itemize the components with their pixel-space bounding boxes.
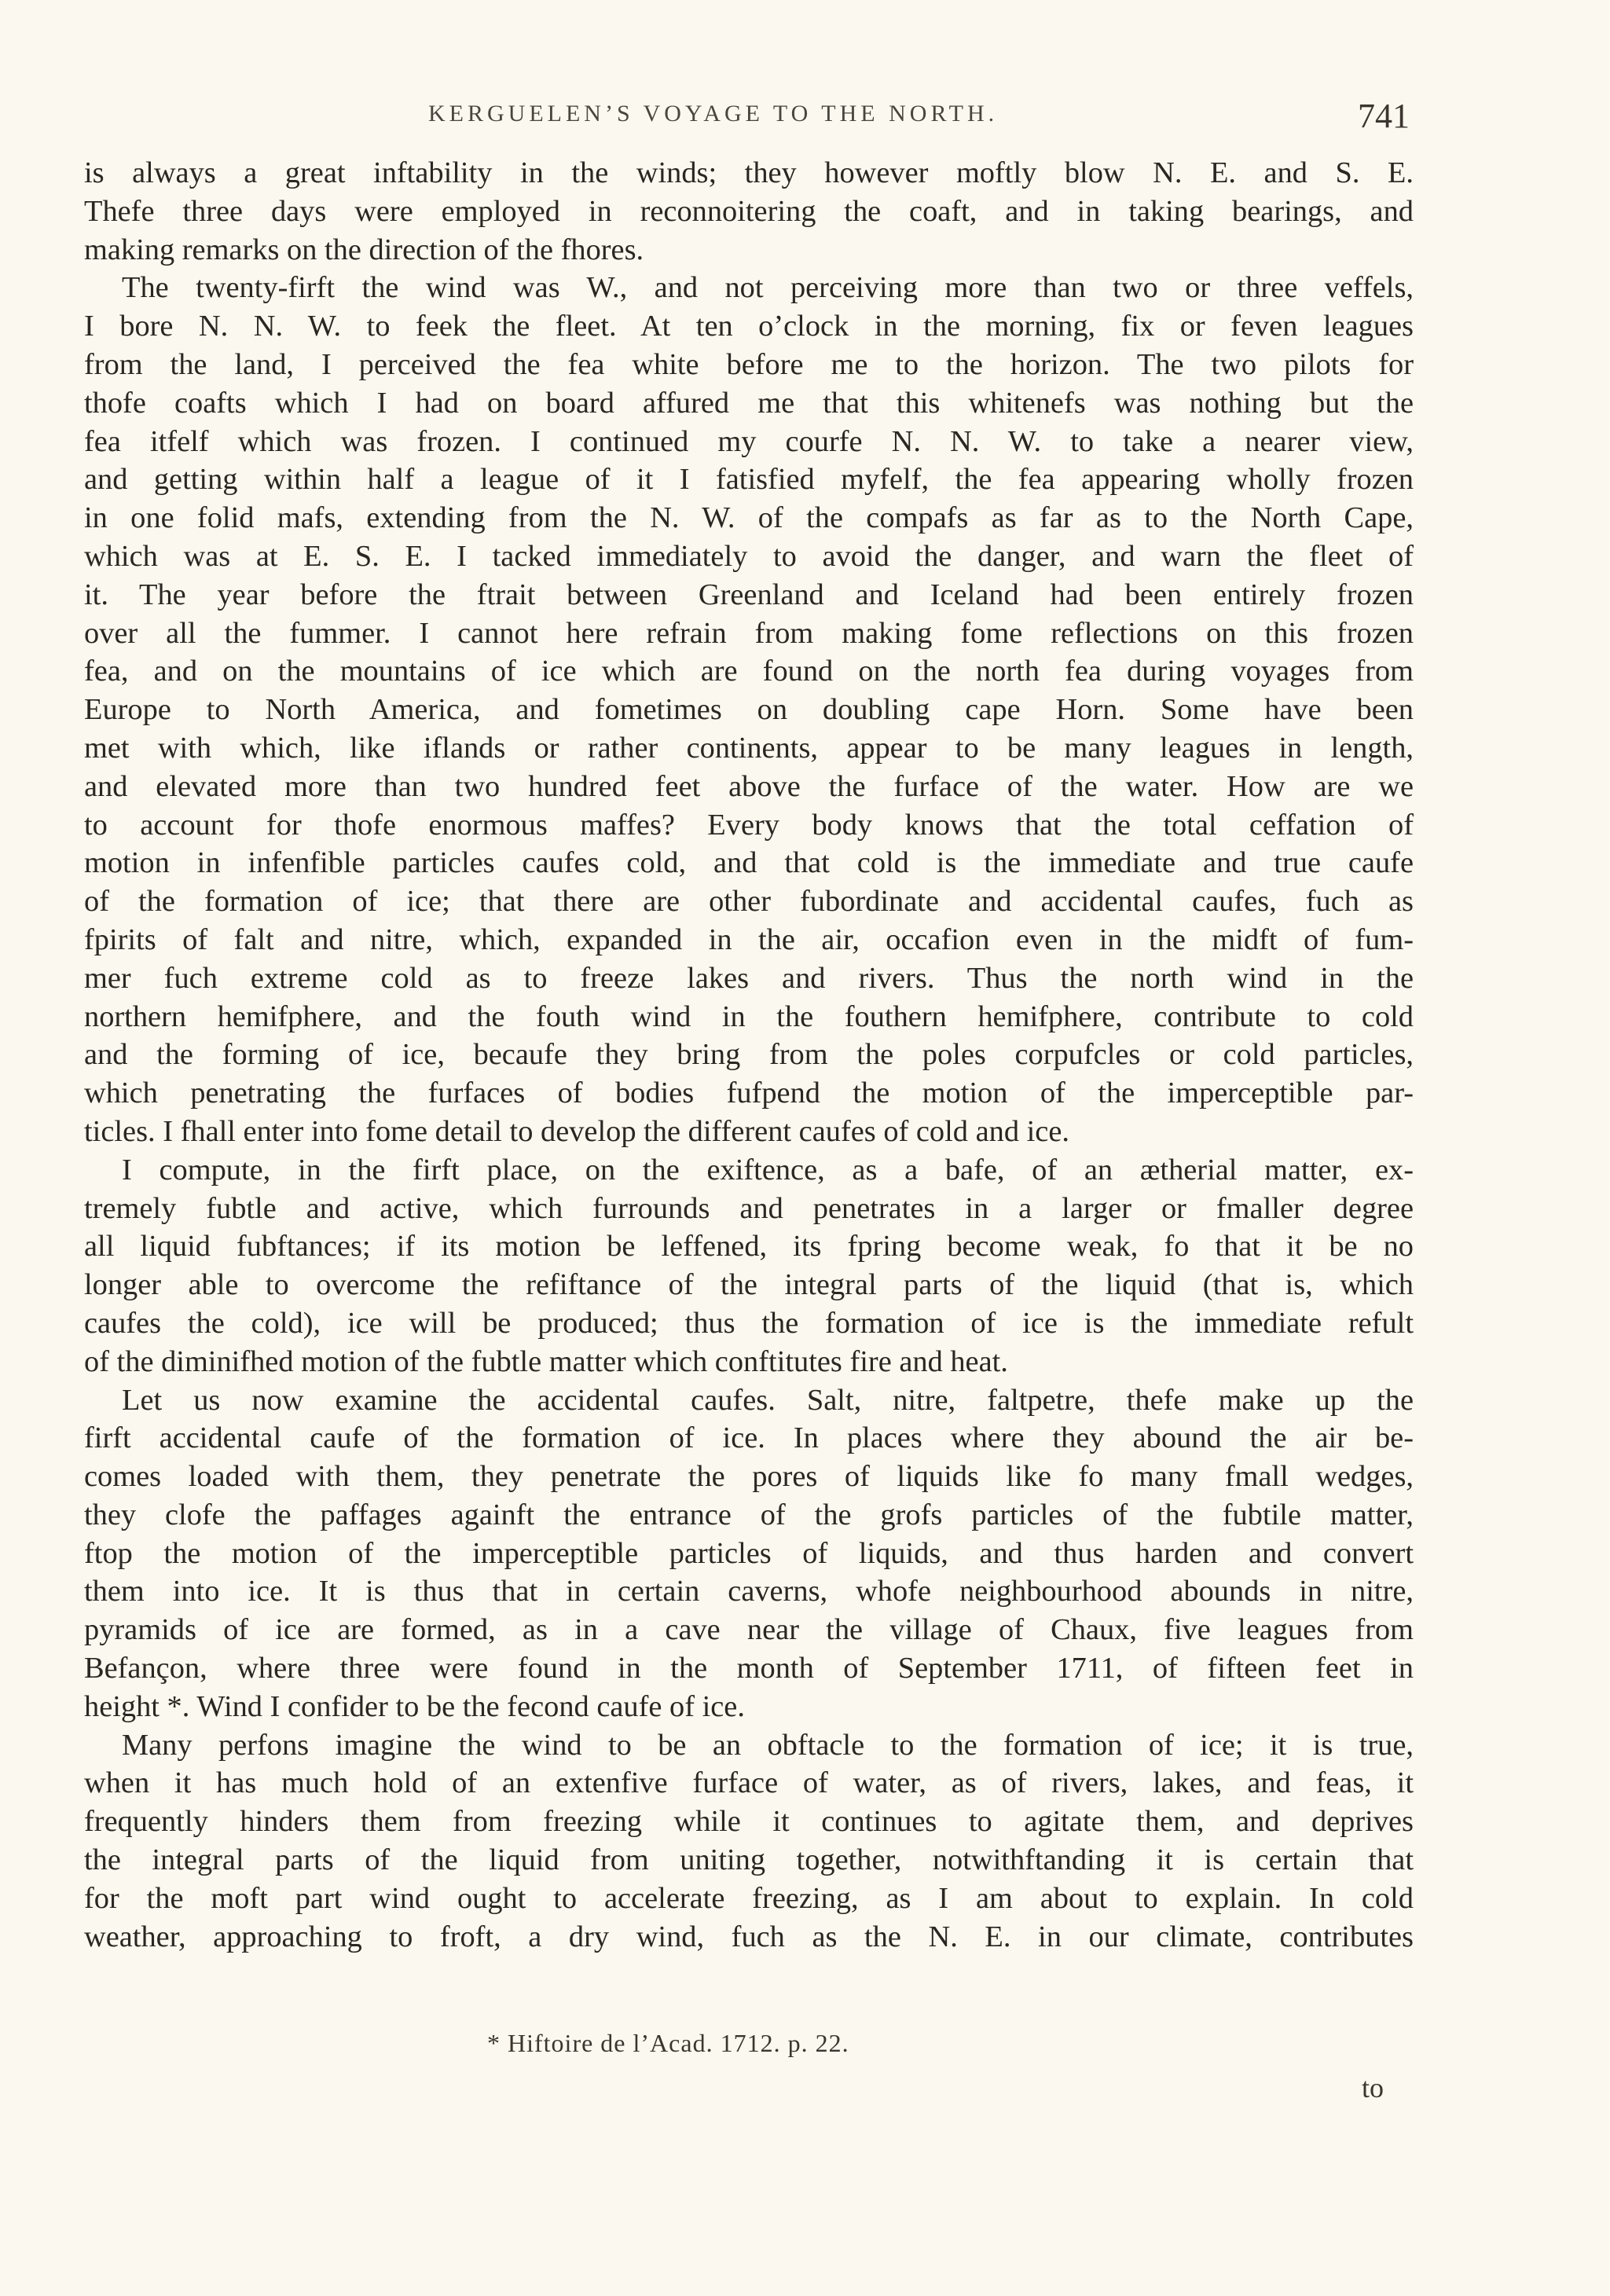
text-line: it. The year before the ftrait between Greenland and Iceland had been entirely frozen	[84, 578, 1414, 611]
text-line: from the land, I perceived the fea white before me to the horizon. The two pilots for	[84, 347, 1414, 381]
text-line: Many perfons imagine the wind to be an obftacle to the formation of ice; it is true,	[122, 1728, 1414, 1762]
text-line: all liquid fubftances; if its motion be leffened, its fpring become weak, fo that it be no	[84, 1230, 1414, 1264]
text-line: height *. Wind I confider to be the fecond caufe of ice.	[84, 1689, 745, 1723]
text-line: I compute, in the firft place, on the exiftence, as a bafe, of an ætherial matter, ex-	[122, 1153, 1414, 1187]
text-line: is always a great inftability in the winds; they however moftly blow N. E. and S. E.	[84, 156, 1414, 189]
text-line: fea itfelf which was frozen. I continued my courfe N. N. W. to take a nearer view,	[84, 424, 1414, 458]
text-line: Europe to North America, and fometimes on doubling cape Horn. Some have been	[84, 693, 1414, 727]
text-line: I bore N. N. W. to feek the fleet. At ten o’clock in the morning, fix or feven leagues	[84, 310, 1414, 343]
text-line: mer fuch extreme cold as to freeze lakes and rivers. Thus the north wind in the	[84, 961, 1414, 995]
text-line: Thefe three days were employed in reconnoitering the coaft, and in taking bearings, and	[84, 194, 1414, 228]
text-line: Let us now examine the accidental caufes. Salt, nitre, faltpetre, thefe make up the	[122, 1383, 1414, 1417]
text-line: fpirits of falt and nitre, which, expanded in the air, occafion even in the midft of fum-	[84, 922, 1414, 956]
text-line: when it has much hold of an extenfive furface of water, as of rivers, lakes, and feas, it	[84, 1766, 1414, 1800]
text-line: fea, and on the mountains of ice which are found on the north fea during voyages from	[84, 655, 1414, 688]
text-line: caufes the cold), ice will be produced; thus the formation of ice is the immediate refult	[84, 1306, 1414, 1340]
text-line: Befançon, where three were found in the month of September 1711, of fifteen feet in	[84, 1652, 1414, 1685]
running-title: KERGUELEN’S VOYAGE TO THE NORTH.	[428, 101, 999, 127]
page-number: 741	[1358, 97, 1410, 135]
text-line: making remarks on the direction of the fhores.	[84, 233, 644, 266]
body-text	[84, 154, 1414, 1956]
text-line: firft accidental caufe of the formation of ice. In places where they abound the air be-	[84, 1421, 1414, 1455]
text-line: met with which, like iflands or rather continents, appear to be many leagues in length,	[84, 731, 1414, 765]
text-line: The twenty-firft the wind was W., and not perceiving more than two or three veffels,	[122, 271, 1414, 305]
text-line: for the moft part wind ought to accelerate freezing, as I am about to explain. In cold	[84, 1881, 1414, 1915]
text-line: them into ice. It is thus that in certain caverns, whofe neighbourhood abounds in nitre,	[84, 1575, 1414, 1608]
text-line: and elevated more than two hundred feet above the furface of the water. How are we	[84, 769, 1414, 803]
text-line: over all the fummer. I cannot here refrain from making fome reflections on this frozen	[84, 616, 1414, 650]
text-line: pyramids of ice are formed, as in a cave near the village of Chaux, five leagues from	[84, 1613, 1414, 1647]
text-line: tremely fubtle and active, which furrounds and penetrates in a larger or fmaller degree	[84, 1191, 1414, 1225]
text-line: frequently hinders them from freezing while it continues to agitate them, and deprives	[84, 1805, 1414, 1839]
text-line: which penetrating the furfaces of bodies fufpend the motion of the imperceptible par-	[84, 1076, 1414, 1110]
text-line: the integral parts of the liquid from uniting together, notwithftanding it is certain that	[84, 1843, 1414, 1877]
text-line: weather, approaching to froft, a dry wind, fuch as the N. E. in our climate, contributes	[84, 1920, 1414, 1953]
text-line: longer able to overcome the refiftance of the integral parts of the liquid (that is, which	[84, 1268, 1414, 1302]
text-line: comes loaded with them, they penetrate the pores of liquids like fo many fmall wedges,	[84, 1460, 1414, 1494]
catchword: to	[1362, 2072, 1384, 2103]
text-line: motion in infenfible particles caufes cold, and that cold is the immediate and true caufe	[84, 846, 1414, 880]
text-line: ticles. I fhall enter into fome detail to develop the different caufes of cold and ice.	[84, 1114, 1069, 1148]
text-line: they clofe the paffages againft the entrance of the grofs particles of the fubtile matter,	[84, 1498, 1414, 1531]
text-line: and getting within half a league of it I fatisfied myfelf, the fea appearing wholly frozen	[84, 463, 1414, 497]
text-line: which was at E. S. E. I tacked immediately to avoid the danger, and warn the fleet of	[84, 539, 1414, 573]
text-line: ftop the motion of the imperceptible particles of liquids, and thus harden and convert	[84, 1536, 1414, 1570]
text-line: northern hemifphere, and the fouth wind in the fouthern hemifphere, contribute to cold	[84, 999, 1414, 1033]
text-line: to account for thofe enormous maffes? Every body knows that the total ceffation of	[84, 808, 1414, 842]
text-line: of the diminifhed motion of the fubtle matter which conftitutes fire and heat.	[84, 1344, 1008, 1378]
running-head	[0, 96, 1610, 143]
text-line: of the formation of ice; that there are other fubordinate and accidental caufes, fuch as	[84, 885, 1414, 919]
text-line: thofe coafts which I had on board affured me that this whitenefs was nothing but the	[84, 386, 1414, 420]
text-line: in one folid mafs, extending from the N. W. of the compafs as far as to the North Cape,	[84, 501, 1414, 535]
text-line: and the forming of ice, becaufe they bring from the poles corpufcles or cold particles,	[84, 1038, 1414, 1072]
footnote: * Hiftoire de l’Acad. 1712. p. 22.	[487, 2029, 849, 2057]
